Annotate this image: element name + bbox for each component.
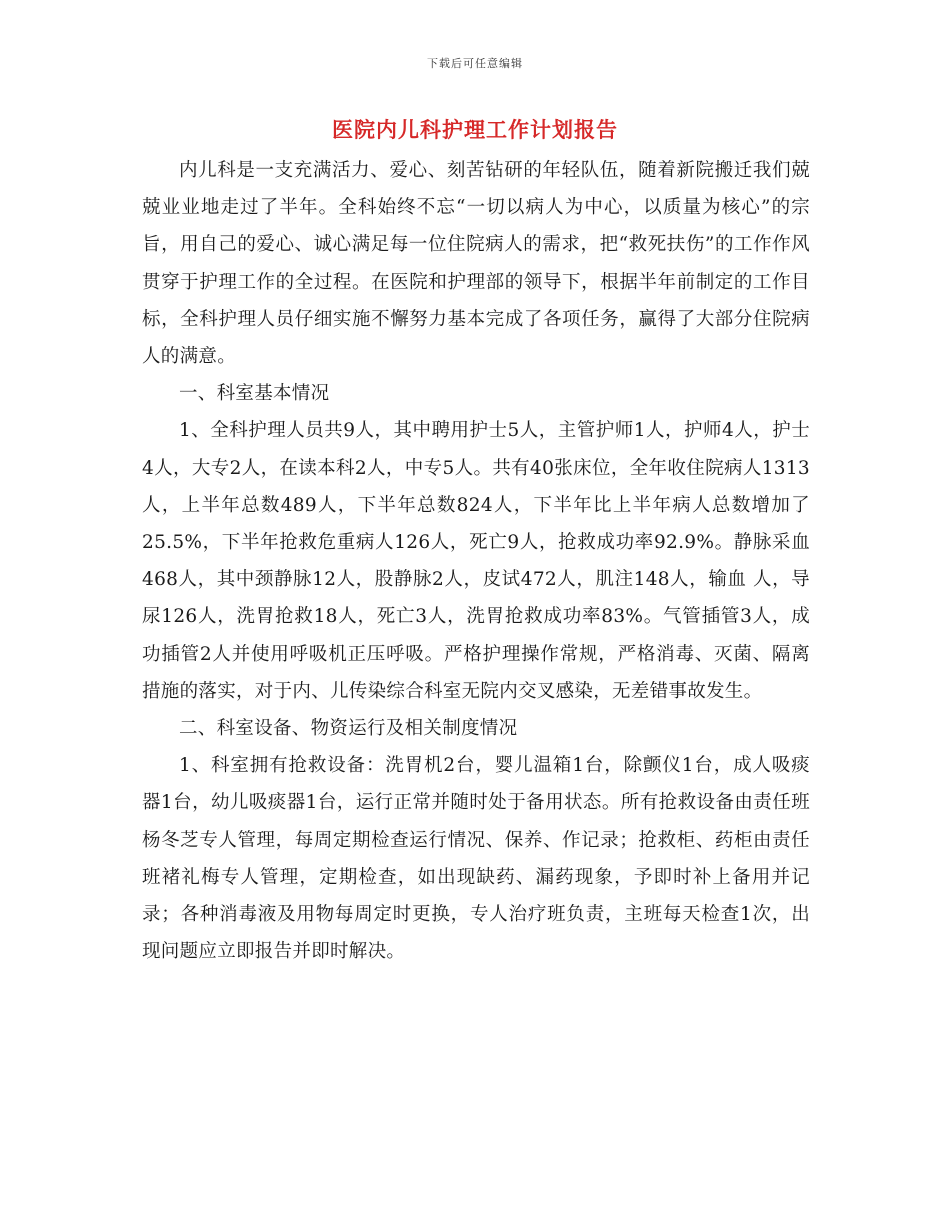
equipment-paragraph: 1、科室拥有抢救设备：洗胃机2台，婴儿温箱1台，除颤仪1台，成人吸痰器1台，幼儿吸痰器1台，运行正常并随时处于备用状态。所有抢救设备由责任班杨冬芝专人管理，每周定期检查运行情况、保养、作记录；抢救柜、药柜由责任班褚礼梅专人管理，定期检查，如出现缺药、漏药现象，予即时补上备用并记录；各种消毒液及用物每周定时更换，专人治疗班负责，主班每天检查1次，出现问题应立即报告并即时解决。 bbox=[142, 755, 810, 963]
basic-info-paragraph: 1、全科护理人员共9人，其中聘用护士5人，主管护师1人，护师4人，护士4人，大专2人，在读本科2人，中专5人。共有40张床位，全年收住院病人1313人，上半年总数489人，下半年总数824人，下半年比上半年病人总数增加了25.5%，下半年抢救危重病人126人，死亡9人，抢救成功率92.9%。静脉采血468人，其中颈静脉12人，股静脉2人，皮试472人，肌注148人，输血 人，导尿126人，洗胃抢救18人，死亡3人，洗胃抢救成功率83%。气管插管3人，成功插管2人并使用呼吸机正压呼吸。严格护理操作常规，严格消毒、灭菌、隔离措施的落实，对于内、儿传染综合科室无院内交叉感染，无差错事故发生。 bbox=[142, 420, 810, 702]
section-heading-basic-info: 一、科室基本情况 bbox=[179, 383, 330, 405]
document-body bbox=[142, 152, 810, 970]
document-title: 医院内儿科护理工作计划报告 bbox=[332, 117, 618, 142]
section-heading-equipment: 二、科室设备、物资运行及相关制度情况 bbox=[179, 718, 518, 740]
page-header-note: 下载后可任意编辑 bbox=[427, 57, 523, 70]
intro-paragraph: 内儿科是一支充满活力、爱心、刻苦钻研的年轻队伍，随着新院搬迁我们兢兢业业地走过了半年。全科始终不忘“一切以病人为中心，以质量为核心”的宗旨，用自己的爱心、诚心满足每一位住院病人的需求，把“救死扶伤”的工作作风贯穿于护理工作的全过程。在医院和护理部的领导下，根据半年前制定的工作目标，全科护理人员仔细实施不懈努力基本完成了各项任务，赢得了大部分住院病人的满意。 bbox=[142, 160, 810, 368]
